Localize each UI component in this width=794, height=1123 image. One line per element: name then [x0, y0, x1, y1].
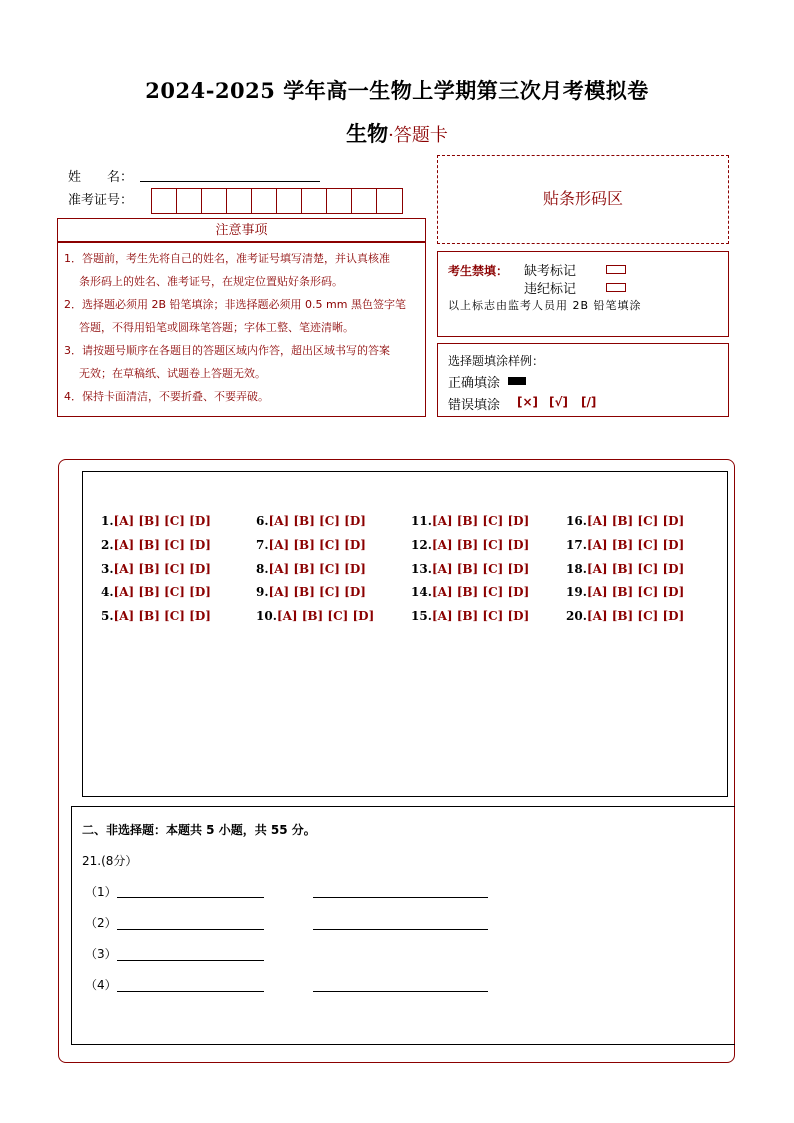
id-label: 准考证号：: [68, 193, 134, 208]
notice-heading: 注意事项: [57, 218, 426, 242]
part-label: （4）: [85, 978, 117, 992]
subject-label: 生物: [346, 122, 389, 146]
id-digit-box[interactable]: [202, 189, 227, 213]
notice-line: 1．答题前，考生先将自己的姓名，准考证号填写清楚，并认真核准: [64, 252, 390, 265]
violation-mark-box[interactable]: [606, 283, 626, 292]
fill-sample-box: [437, 343, 729, 417]
notice-line: 答题，不得用铅笔或圆珠笔答题；字体工整、笔迹清晰。: [79, 321, 354, 334]
forbidden-note: 以上标志由监考人员用 2B 铅笔填涂: [448, 299, 642, 312]
forbidden-title: 考生禁填：: [448, 264, 509, 278]
id-digit-box[interactable]: [152, 189, 177, 213]
notice-line: 条形码上的姓名、准考证号，在规定位置贴好条形码。: [79, 275, 343, 288]
mc-question[interactable]: 2.[A] [B] [C] [D]: [101, 538, 211, 552]
question-21-label: 21.(8分）: [82, 854, 138, 868]
answer-line[interactable]: [117, 929, 264, 930]
answer-line[interactable]: [117, 897, 264, 898]
notice-body: [57, 242, 426, 417]
wrong-label: 错误填涂: [448, 398, 501, 413]
answer-line[interactable]: [117, 991, 264, 992]
mc-question[interactable]: 4.[A] [B] [C] [D]: [101, 585, 211, 599]
sample-heading: 选择题填涂样例：: [448, 354, 545, 368]
notice-line: 无效；在草稿纸、试题卷上答题无效。: [79, 367, 266, 380]
mc-question[interactable]: 15.[A] [B] [C] [D]: [411, 609, 530, 623]
wrong-mark: [√]: [549, 395, 568, 409]
mc-question[interactable]: 5.[A] [B] [C] [D]: [101, 609, 211, 623]
mc-question[interactable]: 7.[A] [B] [C] [D]: [256, 538, 366, 552]
subtitle-dot: ·: [388, 125, 394, 146]
id-digit-box[interactable]: [277, 189, 302, 213]
mc-question[interactable]: 13.[A] [B] [C] [D]: [411, 562, 530, 576]
correct-label: 正确填涂: [448, 376, 501, 391]
part-label: （2）: [85, 916, 117, 930]
answer-line[interactable]: [313, 929, 488, 930]
mc-question[interactable]: 10.[A] [B] [C] [D]: [256, 609, 375, 623]
barcode-area: 贴条形码区: [437, 155, 729, 244]
mc-question[interactable]: 14.[A] [B] [C] [D]: [411, 585, 530, 599]
id-digit-box[interactable]: [377, 189, 402, 213]
card-label: 答题卡: [393, 125, 448, 146]
mc-question[interactable]: 9.[A] [B] [C] [D]: [256, 585, 366, 599]
answer-line[interactable]: [313, 897, 488, 898]
page-title: 2024-2025 学年高一生物上学期第三次月考模拟卷: [145, 78, 649, 103]
exam-id-boxes[interactable]: [151, 188, 403, 214]
mc-question[interactable]: 19.[A] [B] [C] [D]: [566, 585, 685, 599]
absent-label: 缺考标记: [524, 264, 577, 279]
mc-question[interactable]: 3.[A] [B] [C] [D]: [101, 562, 211, 576]
mc-question[interactable]: 6.[A] [B] [C] [D]: [256, 514, 366, 528]
section2-title: 二、非选择题：本题共 5 小题，共 55 分。: [82, 823, 316, 837]
name-label: 姓 名：: [68, 170, 134, 185]
correct-fill-sample: [508, 377, 526, 385]
open-answer-box: [71, 806, 735, 1045]
mc-question[interactable]: 18.[A] [B] [C] [D]: [566, 562, 685, 576]
mc-question[interactable]: 17.[A] [B] [C] [D]: [566, 538, 685, 552]
mc-question[interactable]: 12.[A] [B] [C] [D]: [411, 538, 530, 552]
id-digit-box[interactable]: [252, 189, 277, 213]
id-digit-box[interactable]: [352, 189, 377, 213]
id-digit-box[interactable]: [302, 189, 327, 213]
id-digit-box[interactable]: [177, 189, 202, 213]
wrong-mark: [×]: [517, 395, 539, 409]
violation-label: 违纪标记: [524, 282, 577, 297]
mc-question[interactable]: 8.[A] [B] [C] [D]: [256, 562, 366, 576]
notice-line: 2．选择题必须用 2B 铅笔填涂；非选择题必须用 0.5 mm 黑色签字笔: [64, 298, 406, 311]
part-label: （3）: [85, 947, 117, 961]
absent-mark-box[interactable]: [606, 265, 626, 274]
name-field[interactable]: [140, 180, 320, 182]
notice-line: 3．请按题号顺序在各题目的答题区域内作答，超出区域书写的答案: [64, 344, 390, 357]
id-digit-box[interactable]: [327, 189, 352, 213]
answer-line[interactable]: [117, 960, 264, 961]
examiner-only-box: [437, 251, 729, 337]
page-subtitle: [0, 118, 794, 148]
notice-line: 4．保持卡面清洁，不要折叠、不要弄破。: [64, 390, 269, 403]
mc-question[interactable]: 1.[A] [B] [C] [D]: [101, 514, 211, 528]
mc-question[interactable]: 16.[A] [B] [C] [D]: [566, 514, 685, 528]
wrong-mark: [/]: [581, 395, 597, 409]
id-digit-box[interactable]: [227, 189, 252, 213]
part-label: （1）: [85, 885, 117, 899]
mc-question[interactable]: 20.[A] [B] [C] [D]: [566, 609, 685, 623]
answer-line[interactable]: [313, 991, 488, 992]
mc-question[interactable]: 11.[A] [B] [C] [D]: [411, 514, 530, 528]
